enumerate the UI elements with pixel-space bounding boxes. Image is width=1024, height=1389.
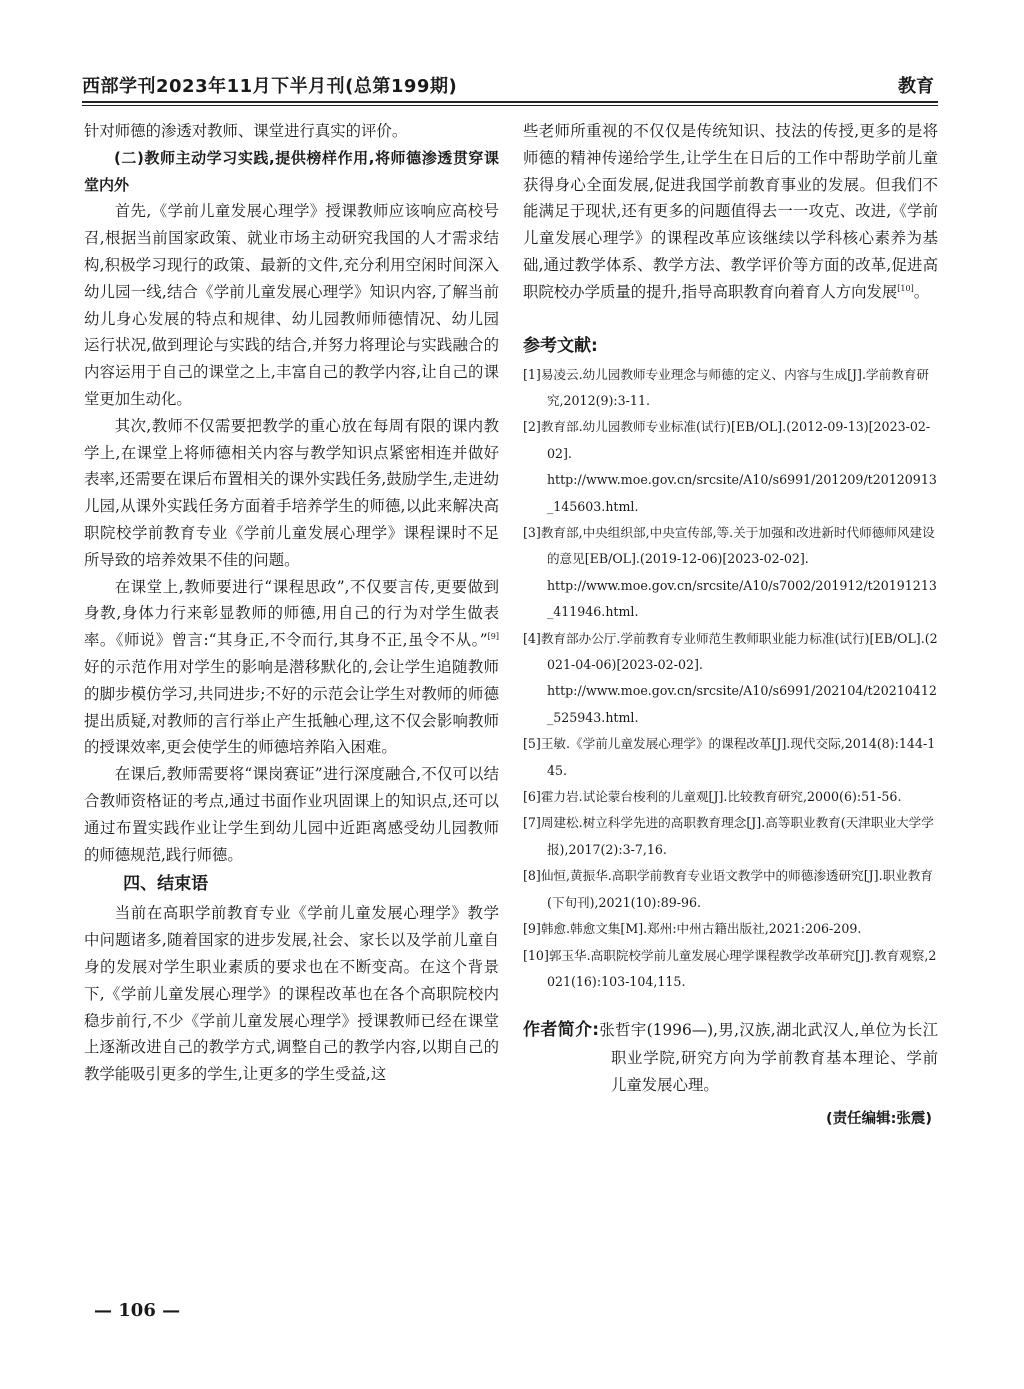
reference-url: http://www.moe.gov.cn/srcsite/A10/s6991/201209/t20120913_145603.html. <box>546 472 937 514</box>
reference-item <box>523 863 938 916</box>
reference-text: [4]教育部办公厅.学前教育专业师范生教师职业能力标准(试行)[EB/OL].(2021-04-06)[2023-02-02]. <box>523 630 938 673</box>
header-rule <box>82 101 938 103</box>
page-number: — 106 — <box>94 1300 181 1321</box>
citation: [10] <box>897 283 914 293</box>
reference-item <box>523 414 938 520</box>
reference-item <box>523 626 938 732</box>
reference-text: [10]郭玉华.高职院校学前儿童发展心理学课程教学改革研究[J].教育观察,2021(16):103-104,115. <box>523 947 937 989</box>
reference-item <box>523 520 938 626</box>
reference-url: http://www.moe.gov.cn/srcsite/A10/s6991/202104/t20210412_525943.html. <box>546 683 937 725</box>
reference-text: [1]易凌云.幼儿园教师专业理念与师德的定义、内容与生成[J].学前教育研究,2012(9):3-11. <box>523 366 929 408</box>
paragraph <box>84 574 499 762</box>
reference-item <box>523 784 938 810</box>
paragraph <box>523 118 938 306</box>
running-header <box>82 70 938 100</box>
left-column <box>84 118 499 1088</box>
reference-list <box>523 362 938 996</box>
reference-url: http://www.moe.gov.cn/srcsite/A10/s7002/201912/t20191213_411946.html. <box>546 577 937 620</box>
reference-text: [3]教育部,中央组织部,中央宣传部,等.关于加强和改进新时代师德师风建设的意见[EB/OL].(2019-12-06)[2023-02-02]. <box>523 525 935 567</box>
paragraph-text: 好的示范作用对学生的影响是潜移默化的,会让学生追随教师的脚步模仿学习,共同进步;不好的示范会让学生对教师的师德提出质疑,对教师的言行举止产生抵触心理,这不仅会影响教师的授课效率,更会使学生的师德培养陷入困难。 <box>84 657 499 757</box>
right-column <box>523 118 938 1133</box>
reference-item <box>523 810 938 863</box>
reference-text: [8]仙恒,黄振华.高职学前教育专业语文教学中的师德渗透研究[J].职业教育(下旬刊),2021(10):89-96. <box>523 868 933 910</box>
reference-text: [9]韩愈.韩愈文集[M].郑州:中州古籍出版社,2021:206-209. <box>523 921 862 937</box>
reference-item <box>523 943 938 996</box>
paragraph: 首先,《学前儿童发展心理学》授课教师应该响应高校号召,根据当前国家政策、就业市场主动研究我国的人才需求结构,积极学习现行的政策、最新的文件,充分利用空闲时间深入幼儿园一线,结合《学前儿童发展心理学》知识内容,了解当前幼儿身心发展的特点和规律、幼儿园教师师德情况、幼儿园运行状况,做到理论与实践的结合,并努力将理论与实践融合的内容运用于自己的课堂之上,丰富自己的教学内容,让自己的课堂更加生动化。 <box>84 202 499 408</box>
subsection-heading: (二)教师主动学习实践,提供榜样作用,将师德渗透贯穿课堂内外 <box>84 148 499 194</box>
reference-item <box>523 731 938 784</box>
reference-text: [7]周建松.树立科学先进的高职教育理念[J].高等职业教育(天津职业大学学报),2017(2):3-7,16. <box>523 815 934 857</box>
paragraph: 针对师德的渗透对教师、课堂进行真实的评价。 <box>84 122 408 140</box>
reference-text: [5]王敏.《学前儿童发展心理学》的课程改革[J].现代交际,2014(8):144-145. <box>523 736 936 778</box>
header-rule-thin <box>82 105 938 106</box>
paragraph-text: 些老师所重视的不仅仅是传统知识、技法的传授,更多的是将师德的精神传递给学生,让学生在日后的工作中帮助学前儿童获得身心全面发展,促进我国学前教育事业的发展。但我们不能满足于现状,还有更多的问题值得去一一攻克、改进,《学前儿童发展心理学》的课程改革应该继续以学科核心素养为基础,通过教学体系、教学方法、教学评价等方面的改革,促进高职院校办学质量的提升,指导高职教育向着育人方向发展 <box>523 122 938 301</box>
section-heading: 四、结束语 <box>123 874 209 895</box>
reference-item <box>523 362 938 415</box>
references-heading: 参考文献: <box>523 335 598 356</box>
paragraph: 在课后,教师需要将“课岗赛证”进行深度融合,不仅可以结合教师资格证的考点,通过书面作业巩固课上的知识点,还可以通过布置实践作业让学生到幼儿园中近距离感受幼儿园教师的师德规范,践行师德。 <box>84 765 499 864</box>
paragraph: 其次,教师不仅需要把教学的重心放在每周有限的课内教学上,在课堂上将师德相关内容与教学知识点紧密相连并做好表率,还需要在课后布置相关的课外实践任务,鼓励学生,走进幼儿园,从课外实践任务方面着手培养学生的师德,以此来解决高职院校学前教育专业《学前儿童发展心理学》课程课时不足所导致的培养效果不佳的问题。 <box>84 416 499 569</box>
reference-item <box>523 916 938 942</box>
author-bio-text: 张哲宇(1996—),男,汉族,湖北武汉人,单位为长江职业学院,研究方向为学前教育基本理论、学前儿童发展心理。 <box>599 1021 938 1095</box>
citation: [9] <box>487 632 499 642</box>
paragraph-text: 在课堂上,教师要进行“课程思政”,不仅要言传,更要做到身教,身体力行来彰显教师的师德,用自己的行为对学生做表率。《师说》曾言:“其身正,不令而行,其身不正,虽令不从。” <box>84 577 499 650</box>
author-bio <box>523 1017 938 1100</box>
editor-credit: (责任编辑:张震) <box>825 1110 932 1127</box>
section-name: 教育 <box>898 76 934 97</box>
reference-text: [2]教育部.幼儿园教师专业标准(试行)[EB/OL].(2012-09-13)[2023-02-02]. <box>523 419 931 461</box>
paragraph: 当前在高职学前教育专业《学前儿童发展心理学》教学中问题诸多,随着国家的进步发展,社会、家长以及学前儿童自身的发展对学生职业素质的要求也在不断变高。在这个背景下,《学前儿童发展心理学》的课程改革也在各个高职院校内稳步前行,不少《学前儿童发展心理学》授课教师已经在课堂上逐渐改进自己的教学方式,调整自己的教学内容,以期自己的教学能吸引更多的学生,让更多的学生受益,这 <box>84 904 499 1084</box>
author-bio-label: 作者简介: <box>523 1020 600 1041</box>
paragraph-text: 。 <box>913 282 930 301</box>
journal-issue: 西部学刊2023年11月下半月刊(总第199期) <box>82 76 458 97</box>
reference-text: [6]霍力岩.试论蒙台梭利的儿童观[J].比较教育研究,2000(6):51-56. <box>523 789 902 805</box>
